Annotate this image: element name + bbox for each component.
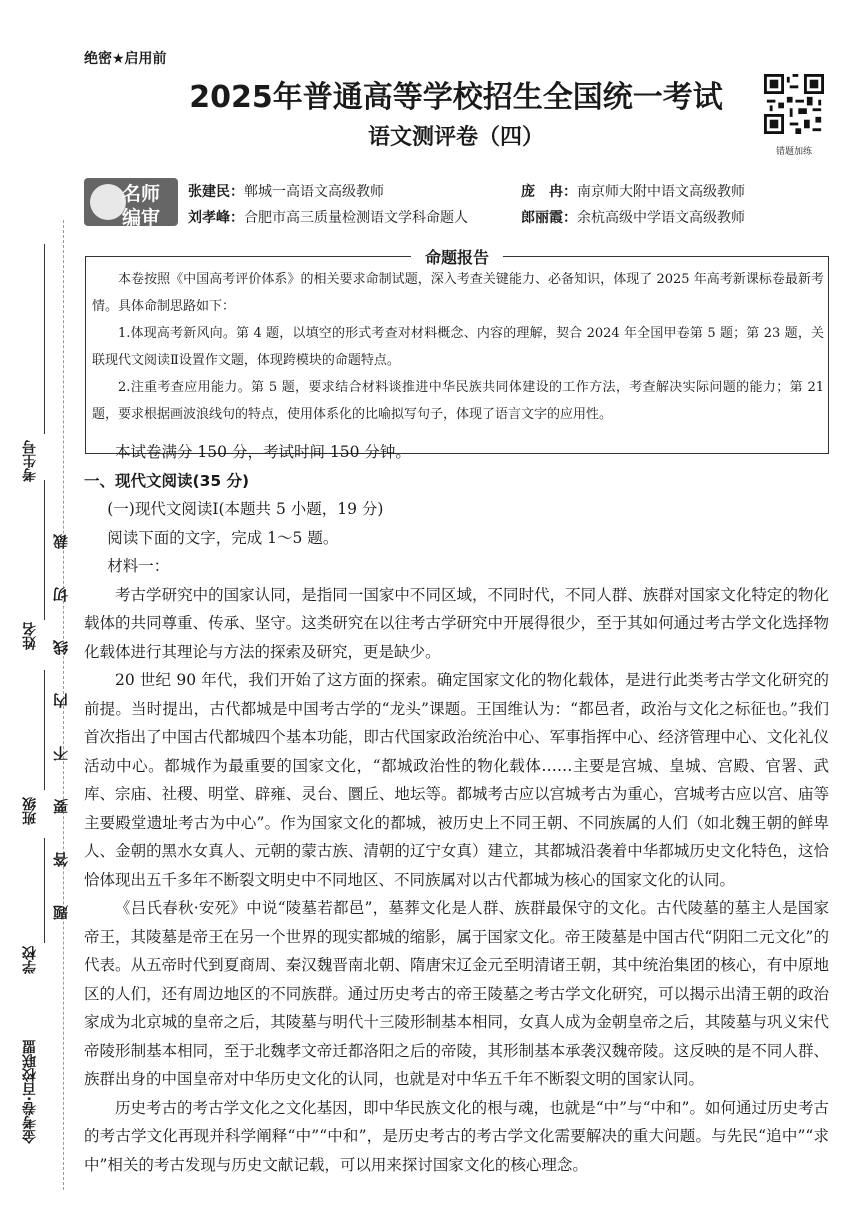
body-paragraph: 历史考古的考古学文化之文化基因，即中华民族文化的根与魂，也就是“中”与“中和”。如何通过历史考古的考古学文化再现并科学阐释“中”“中和”，是历史考古的考古学文化需要解决的重大问题。与先民“追中”“求中”相关的考古发现与历史文献记载，可以用来探讨国家文化的核心理念。 <box>84 1098 829 1174</box>
report-title: 命题报告 <box>85 245 829 268</box>
report-paragraph: 1.体现高考新风向。第 4 题，以填空的形式考查对材料概念、内容的理解，契合 2024 年全国甲卷第 5 题；第 23 题，关联现代文阅读Ⅱ设置作文题，体现跨模块的命题特点。 <box>92 326 824 368</box>
exam-number-label: 考生号 <box>22 440 38 482</box>
report-paragraph: 本卷按照《中国高考评价体系》的相关要求命制试题，深入考查关键能力、必备知识，体现了 2025 年高考新课标卷最新考情。具体命制思路如下： <box>92 272 824 314</box>
name-line <box>44 480 45 620</box>
material-label: 材料一： <box>107 557 170 575</box>
badge-line-2: 编审 <box>122 207 161 229</box>
name-label: 姓名 <box>22 622 38 650</box>
exam-number-line <box>44 244 45 434</box>
instruction: 阅读下面的文字，完成 1～5 题。 <box>107 528 339 547</box>
qr-code-icon[interactable] <box>764 74 824 134</box>
mascot-icon <box>90 184 126 220</box>
school-line <box>44 838 45 943</box>
body-paragraph: 考古学研究中的国家认同，是指同一国家中不同区域，不同时代，不同人群、族群对国家文化特定的物化载体的共同尊重、传承、坚守。这类研究在以往考古学研究中开展得很少，至于其如何通过考古学文化选择物化载体进行其理论与方法的探索及研究，更是缺少。 <box>84 585 829 661</box>
no-answer-warning: 题答要不内线切裁 <box>52 496 70 920</box>
subsection-heading: (一)现代文阅读Ⅰ(本题共 5 小题，19 分) <box>107 500 384 518</box>
editor-2: 庞 冉：南京师大附中语文高级教师 <box>521 184 745 200</box>
class-label: 班级 <box>22 797 38 825</box>
body-paragraph: 20 世纪 90 年代，我们开始了这方面的探索。确定国家文化的物化载体，是进行此类考古学文化研究的前提。当时提出，古代都城是中国考古学的“龙头”课题。王国维认为：“都邑者，政治与文化之标征也。”我们首次指出了中国古代都城四个基本功能，即古代国家政治统治中心、军事指挥中心、经济管理中心、文化礼仪活动中心。都城作为最重要的国家文化，“都城政治性的物化载体……主要是宫城、皇城、宫殿、官署、武库、宗庙、社稷、明堂、辟雍、灵台、圜丘、地坛等。都城考古应以宫城考古为重心，宫城考古应以宫、庙等主要殿堂遗址考古为中心”。作为国家文化的都城，被历史上不同王朝、不同族属的人们（如北魏王朝的鲜卑人、金朝的黑水女真人、元朝的蒙古族、清朝的辽宁女真）建立，其都城沿袭着中华都城历史文化特色，这恰恰体现出五千多年不断裂文明史中不同地区、不同族属对以古代都城为核心的国家文化的认同。 <box>84 671 829 889</box>
editor-4: 郎丽霞：余杭高级中学语文高级教师 <box>521 210 745 226</box>
report-body <box>92 266 824 428</box>
qr-caption: 错题加练 <box>775 147 812 157</box>
badge-line-1: 名师 <box>122 183 161 205</box>
body-paragraph: 《吕氏春秋·安死》中说“陵墓若都邑”，墓葬文化是人群、族群最保守的文化。古代陵墓的墓主人是国家帝王，其陵墓是帝王在另一个世界的现实都城的缩影，属于国家文化。帝王陵墓是中国古代“阴阳二元文化”的代表。从五帝时代到夏商周、秦汉魏晋南北朝、隋唐宋辽金元至明清诸王朝，其中统治集团的核心，有中原地区的人们，还有周边地区的不同族群。通过历史考古的帝王陵墓之考古学文化研究，可以揭示出清王朝的政治家成为北京城的皇帝之后，其陵墓与明代十三陵形制基本相同，女真人成为金朝皇帝之后，其陵墓与巩义宋代帝陵形制基本相同，至于北魏孝文帝迁都洛阳之后的帝陵，其形制基本承袭汉魏帝陵。这反映的是不同人群、族群出身的中国皇帝对中华历史文化的认同，也就是对中华五千年不断裂文明的国家认同。 <box>84 899 829 1088</box>
class-line <box>44 670 45 790</box>
exam-subtitle: 语文测评卷（四） <box>367 125 544 150</box>
alliance-label: 金考卷·百校联盟 <box>22 1040 38 1144</box>
report-paragraph: 2.注重考查应用能力。第 5 题，要求结合材料谈推进中华民族共同体建设的工作方法，考查解决实际问题的能力；第 21 题，要求根据画波浪线句的特点，使用体系化的比喻拟写句子，体现了语言文字的应用性。 <box>92 380 824 422</box>
editor-3: 刘孝峰：合肥市高三质量检测语文学科命题人 <box>188 210 468 226</box>
exam-info: 本试卷满分 150 分，考试时间 150 分钟。 <box>115 443 411 461</box>
main-content <box>84 438 829 1179</box>
exam-title: 2025年普通高等学校招生全国统一考试 <box>189 80 723 115</box>
section-heading: 一、现代文阅读(35 分) <box>84 471 250 490</box>
school-label: 学校 <box>22 946 38 974</box>
secret-label: 绝密★启用前 <box>84 51 167 67</box>
editor-1: 张建民：郸城一高语文高级教师 <box>188 184 384 200</box>
